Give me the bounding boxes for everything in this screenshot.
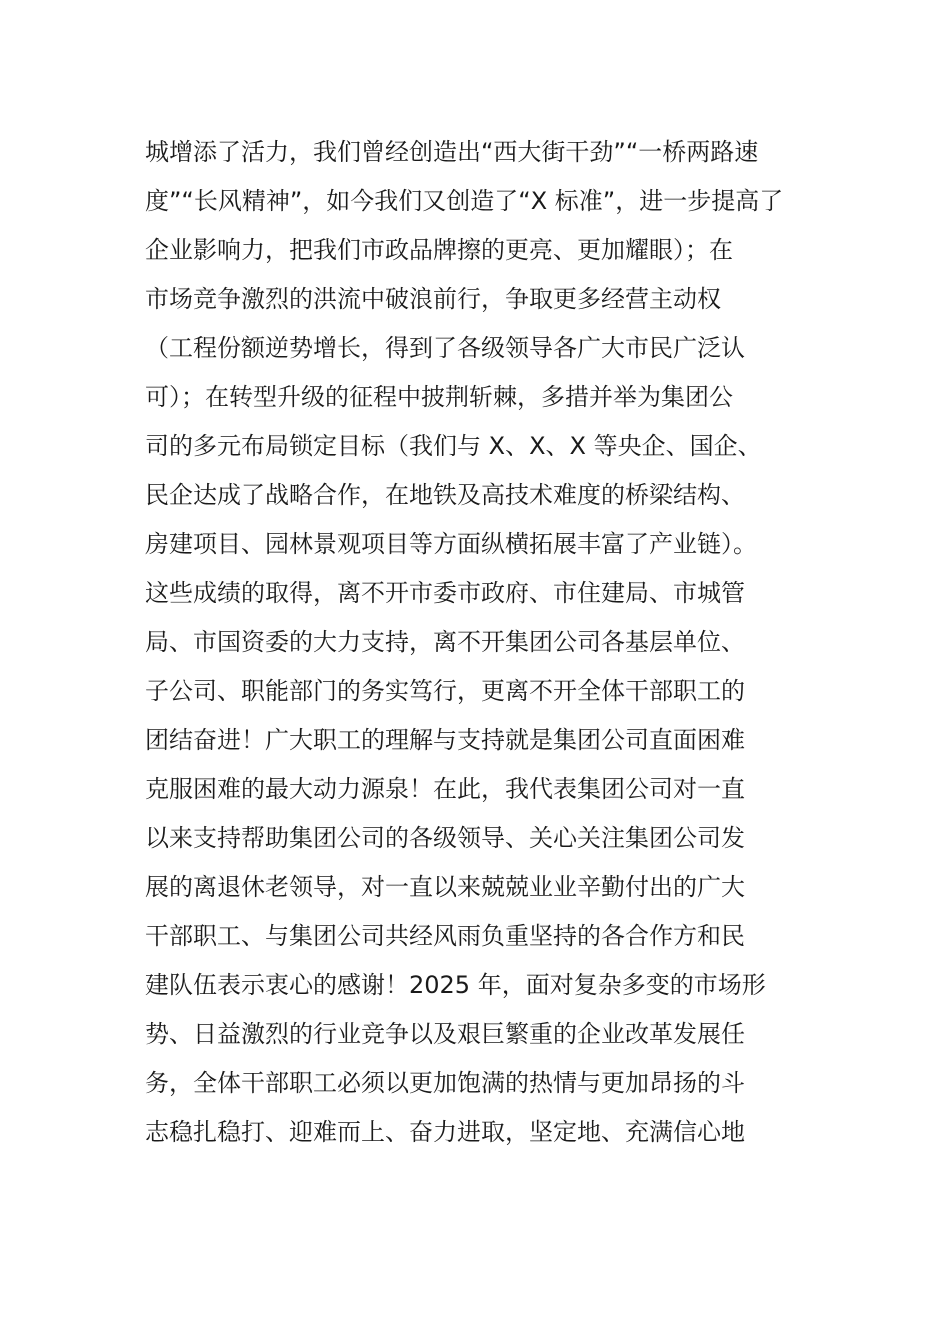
text-line: 这些成绩的取得，离不开市委市政府、市住建局、市城管 — [145, 579, 745, 607]
text-line: 房建项目、园林景观项目等方面纵横拓展丰富了产业链）。 — [145, 530, 757, 558]
text-line: 民企达成了战略合作，在地铁及高技术难度的桥梁结构、 — [145, 481, 745, 509]
text-line: 司的多元布局锁定目标（我们与 X、X、X 等央企、国企、 — [145, 432, 762, 460]
text-line: 度”“长风精神”，如今我们又创造了“X 标准”，进一步提高了 — [145, 187, 784, 215]
text-line: 城增添了活力，我们曾经创造出“西大街干劲”“一桥两路速 — [145, 138, 759, 166]
text-line: 展的离退休老领导，对一直以来兢兢业业辛勤付出的广大 — [145, 873, 745, 901]
text-line: 企业影响力，把我们市政品牌擦的更亮、更加耀眼）；在 — [145, 236, 733, 264]
text-line: 团结奋进！广大职工的理解与支持就是集团公司直面困难 — [145, 726, 745, 754]
text-line: 可）；在转型升级的征程中披荆斩棘，多措并举为集团公 — [145, 383, 733, 411]
text-line: 克服困难的最大动力源泉！在此，我代表集团公司对一直 — [145, 775, 745, 803]
text-line: 以来支持帮助集团公司的各级领导、关心关注集团公司发 — [145, 824, 745, 852]
text-line: 务，全体干部职工必须以更加饱满的热情与更加昂扬的斗 — [145, 1069, 745, 1097]
body-paragraph — [145, 128, 825, 1157]
text-line: 子公司、职能部门的务实笃行，更离不开全体干部职工的 — [145, 677, 745, 705]
text-line: 志稳扎稳打、迎难而上、奋力进取，坚定地、充满信心地 — [145, 1118, 745, 1146]
text-line: 干部职工、与集团公司共经风雨负重坚持的各合作方和民 — [145, 922, 745, 950]
text-line: 市场竞争激烈的洪流中破浪前行，争取更多经营主动权 — [145, 285, 721, 313]
text-line: 势、日益激烈的行业竞争以及艰巨繁重的企业改革发展任 — [145, 1020, 745, 1048]
text-line: 局、市国资委的大力支持，离不开集团公司各基层单位、 — [145, 628, 745, 656]
text-line: （工程份额逆势增长，得到了各级领导各广大市民广泛认 — [145, 334, 745, 362]
text-line: 建队伍表示衷心的感谢！2025 年，面对复杂多变的市场形 — [145, 971, 766, 999]
